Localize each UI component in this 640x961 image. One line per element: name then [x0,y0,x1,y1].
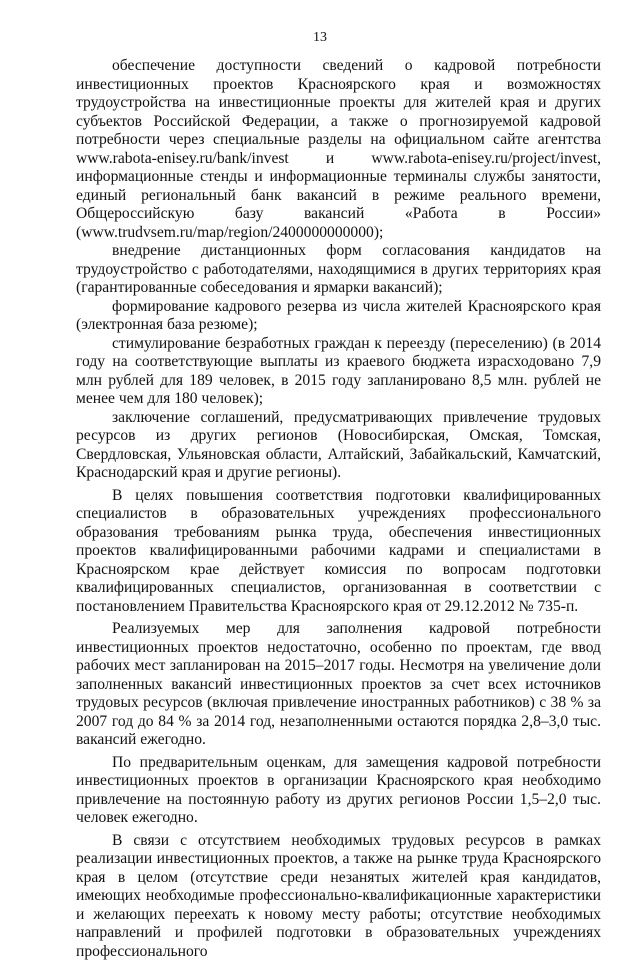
paragraph: Реализуемых мер для заполнения кадровой потребности инвестиционных проектов недостаточно, особенно по проектам, где ввод рабочих мест запланирован на 2015–2017 годы. Несмотря на увеличение доли заполненных вакансий инвестиционных проектов за счет всех источников трудовых ресурсов (включая привлечение иностранных работников) с 38 % за 2007 год до 84 % за 2014 год, незаполненными остаются порядка 2,8–3,0 тыс. вакансий ежегодно. [76,620,601,750]
paragraph: обеспечение доступности сведений о кадровой потребности инвестиционных проектов Красноярского края и возможностях трудоустройства на инвестиционные проекты для жителей края и других субъектов Российской Федерации, а также о прогнозируемой кадровой потребности через специальные разделы на официальном сайте агентства www.rabota-enisey.ru/bank/invest и www.rabota-enisey.ru/project/invest, информационные стенды и информационные терминалы службы занятости, единый региональный банк вакансий в режиме реального времени, Общероссийскую базу вакансий «Работа в России» (www.trudvsem.ru/map/region/2400000000000); [76,57,601,242]
paragraph: По предварительным оценкам, для замещения кадровой потребности инвестиционных проектов в организации Красноярского края необходимо привлечение на постоянную работу из других регионов России 1,5–2,0 тыс. человек ежегодно. [76,754,601,828]
paragraph: стимулирование безработных граждан к переезду (переселению) (в 2014 году на соответствующие выплаты из краевого бюджета израсходовано 7,9 млн рублей для 189 человек, в 2015 году запланировано 8,5 млн. рублей не менее чем для 180 человек); [76,335,601,409]
body-text [76,57,601,961]
paragraph: формирование кадрового резерва из числа жителей Красноярского края (электронная база резюме); [76,298,601,335]
paragraph: внедрение дистанционных форм согласования кандидатов на трудоустройство с работодателями, находящимися в других территориях края (гарантированные собеседования и ярмарки вакансий); [76,242,601,298]
page-number: 13 [0,30,640,46]
paragraph: заключение соглашений, предусматривающих привлечение трудовых ресурсов из других регионов (Новосибирская, Омская, Томская, Свердловская, Ульяновская области, Алтайский, Забайкальский, Камчатский, Краснодарский края и другие регионы). [76,409,601,483]
paragraph: В целях повышения соответствия подготовки квалифицированных специалистов в образовательных учреждениях профессионального образования требованиям рынка труда, обеспечения инвестиционных проектов квалифицированными рабочими кадрами и специалистами в Красноярском крае действует комиссия по вопросам подготовки квалифицированных специалистов, организованная в соответствии с постановлением Правительства Красноярского края от 29.12.2012 № 735-п. [76,487,601,617]
paragraph: В связи с отсутствием необходимых трудовых ресурсов в рамках реализации инвестиционных проектов, а также на рынке труда Красноярского края в целом (отсутствие среди незанятых жителей края кандидатов, имеющих необходимые профессионально-квалификационные характеристики и желающих переехать к новому месту работы; отсутствие необходимых направлений и профилей подготовки в образовательных учреждениях профессионального [76,832,601,961]
